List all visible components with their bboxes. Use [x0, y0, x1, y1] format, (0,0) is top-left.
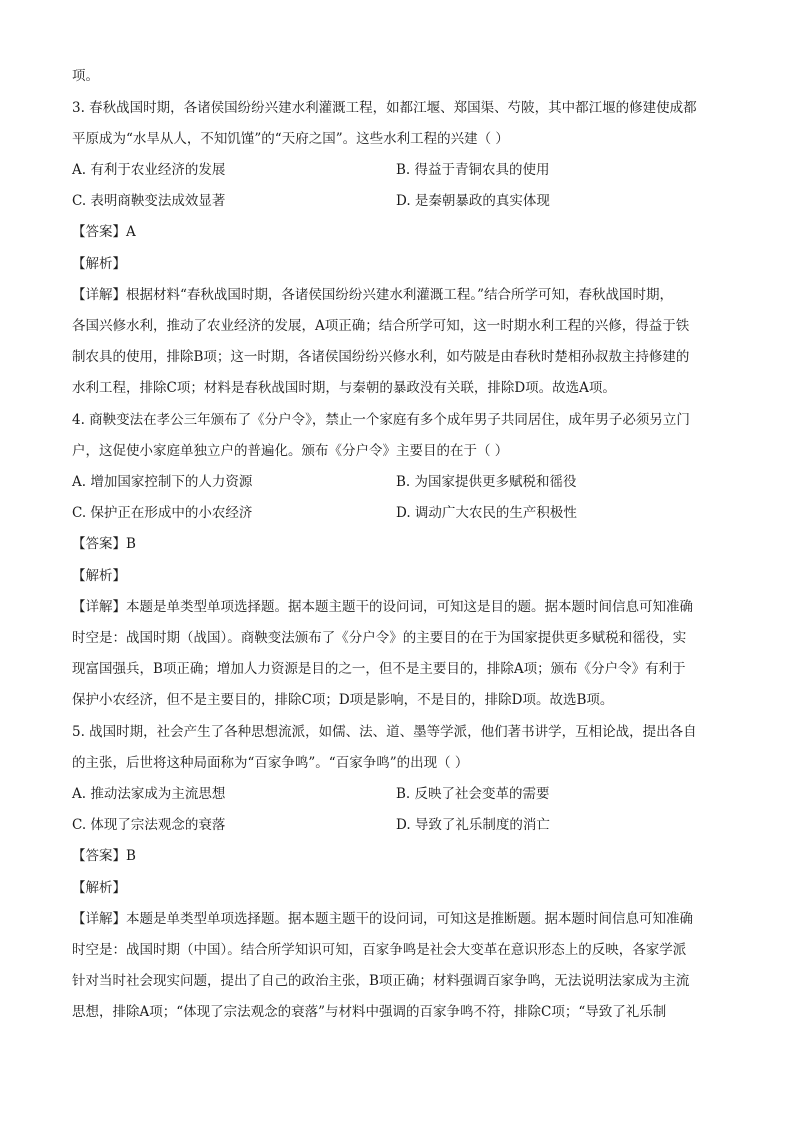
q4-option-c: C. 保护正在形成中的小农经济: [72, 505, 253, 521]
q5-detail-line-3: 针对当时社会现实问题，提出了自己的政治主张，B项正确；材料强调百家争鸣，无法说明法家成为主流: [72, 973, 690, 989]
q3-detail-line-2: 各国兴修水利，推动了农业经济的发展，A项正确；结合所学可知，这一时期水利工程的兴修，得益于铁: [72, 318, 690, 334]
q3-option-a: A. 有利于农业经济的发展: [72, 162, 226, 178]
q4-detail-line-2: 时空是：战国时期（战国）。商鞅变法颁布了《分户令》的主要目的在于为国家提供更多赋税和徭役，实: [72, 630, 687, 646]
q4-answer: 【答案】B: [72, 536, 136, 552]
q4-analysis-label: 【解析】: [72, 568, 126, 584]
q5-option-a: A. 推动法家成为主流思想: [72, 786, 226, 802]
q3-analysis-label: 【解析】: [72, 256, 126, 272]
q5-stem-line-2: 的主张，后世将这种局面称为“百家争鸣”。“百家争鸣”的出现（ ）: [72, 755, 469, 771]
q4-option-a: A. 增加国家控制下的人力资源: [72, 474, 253, 490]
q4-detail-line-1: 【详解】本题是单类型单项选择题。据本题主题干的设问词，可知这是目的题。据本题时间信息可知准确: [72, 599, 693, 615]
q5-detail-line-2: 时空是：战国时期（中国）。结合所学知识可知，百家争鸣是社会大变革在意识形态上的反映，各家学派: [72, 942, 687, 958]
q5-detail-line-4: 思想，排除A项；“体现了宗法观念的衰落”与材料中强调的百家争鸣不符，排除C项；“导致了礼乐制: [72, 1004, 667, 1020]
q4-detail-line-4: 保护小农经济，但不是主要目的，排除C项；D项是影响，不是目的，排除D项。故选B项。: [72, 692, 614, 708]
q4-detail-line-3: 现富国强兵，B项正确；增加人力资源是目的之一，但不是主要目的，排除A项；颁布《分户令》有利于: [72, 661, 686, 677]
q4-option-d: D. 调动广大农民的生产积极性: [396, 505, 577, 521]
q3-detail-line-1: 【详解】根据材料“春秋战国时期，各诸侯国纷纷兴建水利灌溉工程。”结合所学可知，春秋战国时期，: [72, 287, 674, 303]
q5-option-d: D. 导致了礼乐制度的消亡: [396, 817, 550, 833]
q5-option-c: C. 体现了宗法观念的衰落: [72, 817, 226, 833]
q3-detail-line-4: 水利工程，排除C项；材料是春秋战国时期，与秦朝的暴政没有关联，排除D项。故选A项。: [72, 380, 616, 396]
q5-stem-line-1: 5. 战国时期，社会产生了各种思想流派，如儒、法、道、墨等学派，他们著书讲学，互相论战，提出各自: [72, 724, 697, 740]
q4-stem-line-2: 户，这促使小家庭单独立户的普遍化。颁布《分户令》主要目的在于（ ）: [72, 443, 509, 459]
q5-option-b: B. 反映了社会变革的需要: [396, 786, 550, 802]
q5-analysis-label: 【解析】: [72, 880, 126, 896]
q4-option-b: B. 为国家提供更多赋税和徭役: [396, 474, 577, 490]
q3-stem-line-1: 3. 春秋战国时期，各诸侯国纷纷兴建水利灌溉工程，如都江堰、郑国渠、芍陂，其中都江堰的修建使成都: [72, 100, 697, 116]
q5-detail-line-1: 【详解】本题是单类型单项选择题。据本题主题干的设问词，可知这是推断题。据本题时间信息可知准确: [72, 911, 693, 927]
previous-question-tail: 项。: [72, 68, 99, 84]
q3-option-d: D. 是秦朝暴政的真实体现: [396, 193, 550, 209]
q3-detail-line-3: 制农具的使用，排除B项；这一时期，各诸侯国纷纷兴修水利，如芍陂是由春秋时楚相孙叔敖主持修建的: [72, 349, 690, 365]
q3-answer: 【答案】A: [72, 224, 136, 240]
q3-stem-line-2: 平原成为“水旱从人，不知饥馑”的“天府之国”。这些水利工程的兴建（ ）: [72, 131, 509, 147]
q3-option-b: B. 得益于青铜农具的使用: [396, 162, 550, 178]
q5-answer: 【答案】B: [72, 848, 136, 864]
q4-stem-line-1: 4. 商鞅变法在孝公三年颁布了《分户令》，禁止一个家庭有多个成年男子共同居住，成年男子必须另立门: [72, 412, 690, 428]
q3-option-c: C. 表明商鞅变法成效显著: [72, 193, 226, 209]
